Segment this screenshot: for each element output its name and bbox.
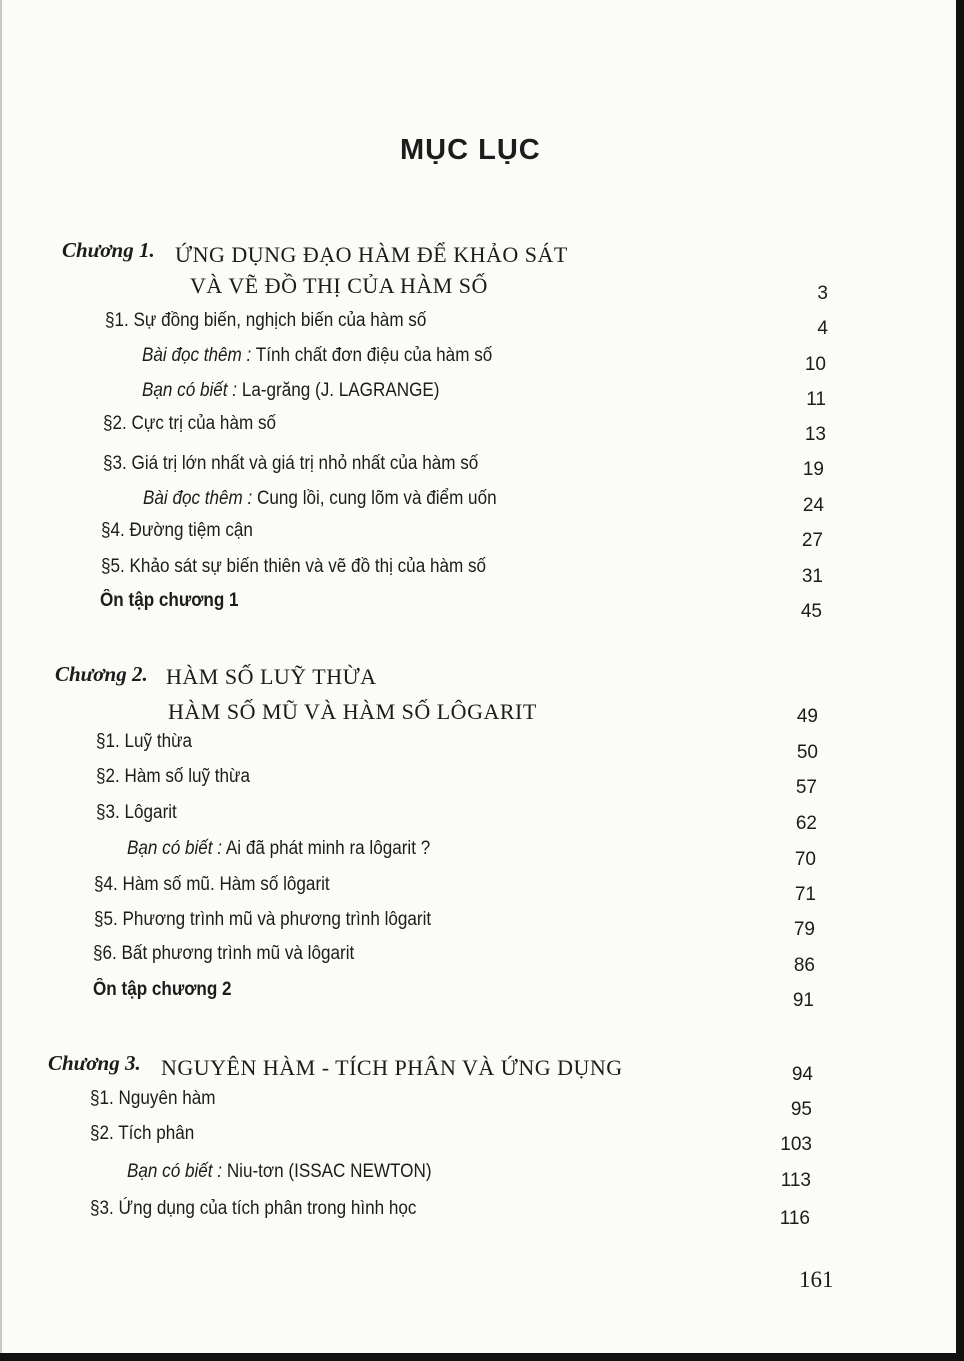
chapter-1-page: 3 [817,283,828,304]
chapter-2-review-page: 91 [792,990,814,1011]
toc-entry-page: 31 [801,566,823,587]
entry-label: Bạn có biết : [127,838,223,859]
toc-entry-page: 50 [796,742,818,763]
chapter-2-title-line2: HÀM SỐ MŨ VÀ HÀM SỐ LÔGARIT [168,699,537,724]
toc-entry: §6. Bất phương trình mũ và lôgarit [93,943,355,964]
toc-entry-page: 86 [793,955,815,976]
chapter-2-page: 49 [796,706,818,727]
entry-label: Bài đọc thêm : [142,345,252,366]
chapter-1-title-line2: VÀ VẼ ĐỒ THỊ CỦA HÀM SỐ [190,273,488,298]
toc-entry-page: 79 [793,919,815,940]
chapter-3-page: 94 [791,1064,813,1085]
toc-entry: Bạn có biết : Ai đã phát minh ra lôgarit ? [127,838,431,859]
toc-entry: Bài đọc thêm : Tính chất đơn điệu của hàm số [142,345,493,366]
toc-entry-page: 4 [817,318,828,339]
toc-entry-page: 57 [795,777,817,798]
chapter-1-title-line1: ỨNG DỤNG ĐẠO HÀM ĐỂ KHẢO SÁT [175,242,568,267]
toc-entry-page: 116 [779,1208,810,1229]
page-number: 161 [799,1267,834,1292]
toc-entry: §3. Lôgarit [96,802,177,823]
toc-entry: §1. Nguyên hàm [90,1088,216,1109]
chapter-1-review: Ôn tập chương 1 [100,590,239,611]
chapter-2-title-line1: HÀM SỐ LUỸ THỪA [166,664,377,689]
chapter-3-label: Chương 3. [48,1051,141,1075]
toc-entry: Bạn có biết : Niu-tơn (ISSAC NEWTON) [127,1161,432,1182]
toc-entry-page: 24 [802,495,824,516]
toc-entry: §5. Phương trình mũ và phương trình lôgarit [94,909,432,930]
page-title: MỤC LỤC [400,134,541,166]
toc-entry-page: 95 [790,1099,812,1120]
toc-entry: §2. Tích phân [90,1123,195,1144]
scan-edge-bottom [0,1353,964,1361]
toc-entry: Bạn có biết : La-grăng (J. LAGRANGE) [142,380,440,401]
toc-entry-page: 71 [794,884,816,905]
scan-edge-right [956,0,964,1361]
toc-entry-page: 113 [780,1170,811,1191]
entry-label: Bạn có biết : [127,1161,223,1182]
toc-entry-page: 62 [795,813,817,834]
toc-entry: §3. Giá trị lớn nhất và giá trị nhỏ nhất của hàm số [103,453,479,474]
toc-entry-page: 70 [794,849,816,870]
entry-label: Bài đọc thêm : [143,488,253,509]
chapter-1-review-page: 45 [800,601,822,622]
toc-entry: §2. Hàm số luỹ thừa [96,766,251,787]
toc-entry-page: 103 [780,1134,812,1155]
toc-entry: §4. Đường tiệm cận [101,520,253,541]
toc-entry: §2. Cực trị của hàm số [103,413,277,434]
toc-entry: §4. Hàm số mũ. Hàm số lôgarit [94,874,330,895]
chapter-2-label: Chương 2. [55,662,148,686]
toc-entry: §1. Luỹ thừa [96,731,193,752]
toc-entry: §1. Sự đồng biến, nghịch biến của hàm số [105,310,427,331]
scan-edge-left [0,0,2,1361]
toc-entry: §3. Ứng dụng của tích phân trong hình học [90,1198,417,1219]
toc-entry: §5. Khảo sát sự biến thiên và vẽ đồ thị của hàm số [101,556,487,577]
chapter-2-review: Ôn tập chương 2 [93,979,232,1000]
toc-entry-page: 10 [804,354,826,375]
toc-entry-page: 13 [804,424,826,445]
toc-entry-page: 11 [806,389,826,410]
toc-entry-page: 19 [802,459,824,480]
toc-entry: Bài đọc thêm : Cung lồi, cung lõm và điểm uốn [143,488,497,509]
entry-label: Bạn có biết : [142,380,238,401]
toc-entry-page: 27 [801,530,823,551]
chapter-3-title-line1: NGUYÊN HÀM - TÍCH PHÂN VÀ ỨNG DỤNG [161,1055,623,1080]
chapter-1-label: Chương 1. [62,238,155,262]
